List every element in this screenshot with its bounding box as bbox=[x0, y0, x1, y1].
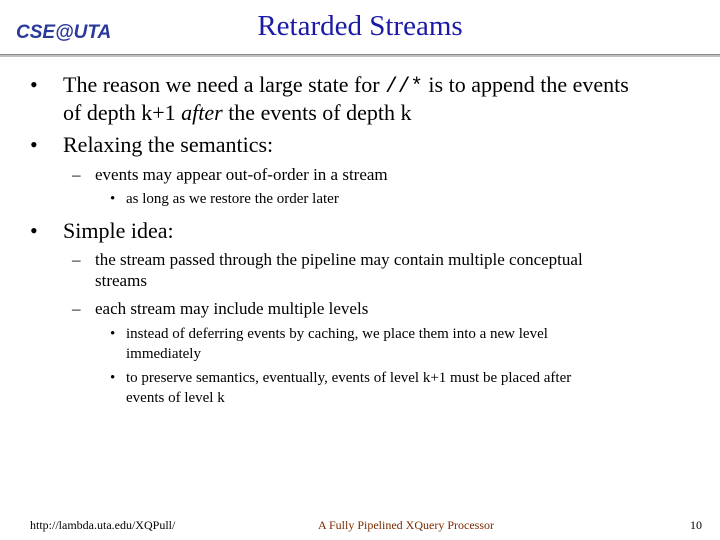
xpath-code: //* bbox=[385, 76, 423, 99]
cse-uta-logo-text: CSE@UTA bbox=[16, 22, 112, 43]
bullet-marker: • bbox=[30, 132, 38, 157]
bullet-3-sub-2-sub-2-line-1: to preserve semantics, eventually, events of level k+1 must be placed after bbox=[126, 370, 572, 386]
small-bullet-marker: • bbox=[110, 370, 116, 386]
title-divider bbox=[0, 54, 720, 57]
bullet-2-sub-1-sub-1: as long as we restore the order later bbox=[126, 191, 339, 207]
emphasis-after: after bbox=[181, 100, 223, 125]
bullet-1-text-end: is to append the events bbox=[422, 72, 629, 97]
bullet-marker: • bbox=[30, 72, 38, 97]
bullet-3-sub-2: each stream may include multiple levels bbox=[95, 299, 369, 318]
slide-title: Retarded Streams bbox=[257, 10, 463, 42]
bullet-3-sub-1-line-2: streams bbox=[95, 271, 147, 290]
bullet-2-sub-1: events may appear out-of-order in a stream bbox=[95, 165, 388, 184]
bullet-3-sub-2-sub-2-line-2: events of level k bbox=[126, 390, 225, 406]
page-number: 10 bbox=[690, 518, 702, 532]
bullet-2: Relaxing the semantics: bbox=[63, 132, 274, 157]
bullet-1-line-2-start: of depth k+1 bbox=[63, 100, 182, 125]
cse-uta-logo bbox=[14, 14, 116, 46]
bullet-3: Simple idea: bbox=[63, 218, 174, 243]
footer-url-link[interactable]: http://lambda.uta.edu/XQPull/ bbox=[30, 518, 176, 532]
dash-marker: – bbox=[72, 165, 81, 184]
bullet-1-text-start: The reason we need a large state for bbox=[63, 72, 386, 97]
dash-marker: – bbox=[72, 250, 81, 269]
small-bullet-marker: • bbox=[110, 191, 116, 207]
footer-presentation-title: A Fully Pipelined XQuery Processor bbox=[318, 518, 494, 532]
bullet-1-line-1 bbox=[63, 72, 629, 99]
bullet-3-sub-2-sub-1-line-1: instead of deferring events by caching, we place them into a new level bbox=[126, 326, 548, 342]
small-bullet-marker: • bbox=[110, 326, 116, 342]
bullet-3-sub-2-sub-1-line-2: immediately bbox=[126, 346, 201, 362]
bullet-1-line-2 bbox=[63, 100, 411, 126]
dash-marker: – bbox=[72, 299, 81, 318]
bullet-marker: • bbox=[30, 218, 38, 243]
bullet-1-line-2-end: the events of depth k bbox=[222, 100, 412, 125]
bullet-3-sub-1-line-1: the stream passed through the pipeline may contain multiple conceptual bbox=[95, 250, 583, 269]
